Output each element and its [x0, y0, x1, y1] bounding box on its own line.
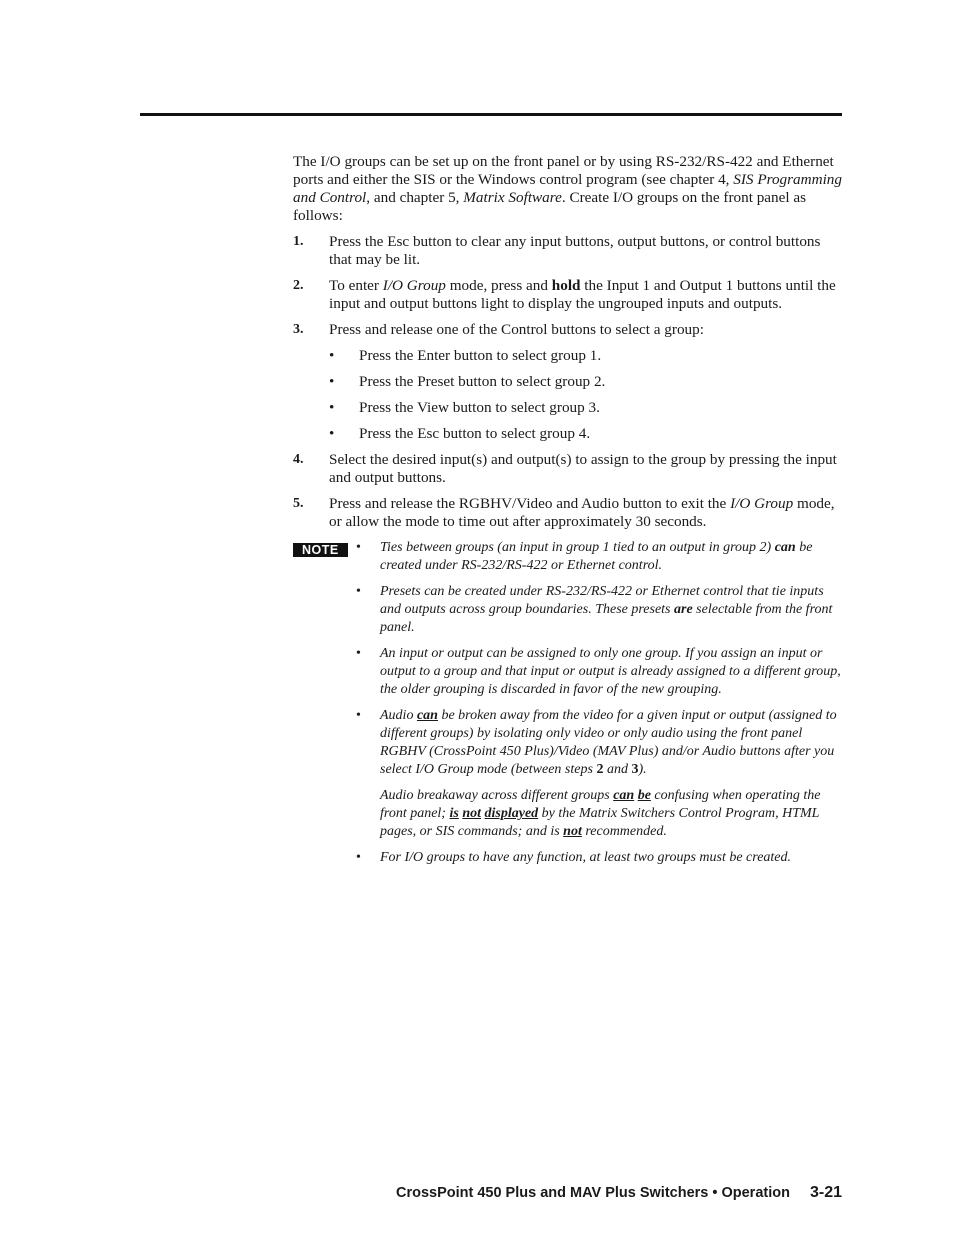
step-5: 5. Press and release the RGBHV/Video and Audio button to exit the I/O Group mode, or allow the mode to time out after approximately 30 seconds.	[293, 495, 835, 530]
intro-paragraph: The I/O groups can be set up on the front panel or by using RS-232/RS-422 and Ethernet ports and either the SIS or the Windows control program (see chapter 4, SIS Programming and Control, and chapter 5, Matrix Software. Create I/O groups on the front panel as follows:	[293, 153, 842, 224]
step-3: 3. Press and release one of the Control buttons to select a group:	[293, 321, 704, 338]
header-rule	[140, 113, 842, 116]
chapter5-ref: Matrix Software	[463, 189, 562, 206]
note-item: • An input or output can be assigned to only one group. If you assign an input or output to a group and that input or output is already assigned to a different group, the older grouping is discarded in favor of the new grouping.	[356, 646, 841, 697]
group-select-list	[329, 347, 845, 443]
list-item: • Press the Enter button to select group 1.	[329, 347, 602, 364]
note-block	[293, 539, 845, 875]
page-number: 3-21	[809, 1184, 842, 1201]
note-item: • Ties between groups (an input in group 1 tied to an output in group 2) can be created under RS-232/RS-422 or Ethernet control.	[356, 540, 813, 573]
note-item: • For I/O groups to have any function, at least two groups must be created.	[356, 850, 792, 865]
footer-title: CrossPoint 450 Plus and MAV Plus Switchers • Operation	[395, 1185, 790, 1201]
page-footer	[300, 1184, 842, 1202]
chapter4-ref: SIS Programming and Control	[293, 171, 842, 206]
list-item: • Press the Preset button to select group 2.	[329, 373, 606, 390]
step-4: 4. Select the desired input(s) and output(s) to assign to the group by pressing the input and output buttons.	[293, 451, 837, 486]
page-content	[293, 153, 845, 875]
audio-breakaway-paragraph: Audio breakaway across different groups can be confusing when operating the front panel; is not displayed by the Matrix Switchers Control Program, HTML pages, or SIS commands; and is not recommended.	[380, 788, 821, 839]
note-item: • Presets can be created under RS-232/RS-422 or Ethernet control that tie inputs and outputs across group boundaries. These presets are selectable from the front panel.	[356, 584, 833, 635]
step-2: 2. To enter I/O Group mode, press and hold the Input 1 and Output 1 buttons until the input and output buttons light to display the ungrouped inputs and outputs.	[293, 277, 836, 312]
list-item: • Press the View button to select group 3.	[329, 399, 600, 416]
step-1: 1. Press the Esc button to clear any input buttons, output buttons, or control buttons that may be lit.	[293, 233, 821, 268]
list-item: • Press the Esc button to select group 4.	[329, 425, 591, 442]
note-list	[356, 539, 845, 875]
note-item: • Audio can be broken away from the video for a given input or output (assigned to different groups) by isolating only video or only audio using the front panel RGBHV (CrossPoint 450 Plus)/Video (MAV Plus) and/or Audio buttons after you select I/O Group mode (between steps 2 and 3). Audio breakaway across different groups can be confusing when operating the front panel; is not displayed by the Matrix Switchers Control Program, HTML pages, or SIS commands; and is not recommended.	[356, 707, 845, 841]
note-badge: NOTE	[293, 543, 348, 557]
